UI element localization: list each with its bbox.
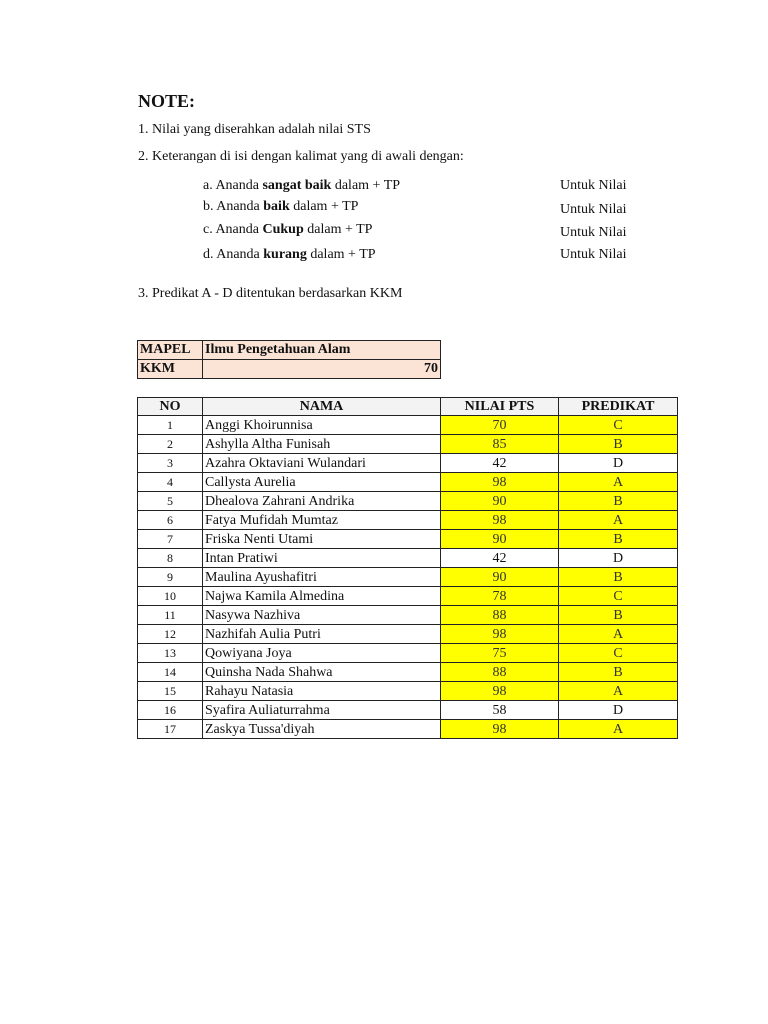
- row-nilai: 70: [441, 416, 559, 435]
- table-row: [138, 682, 678, 701]
- row-nama: Najwa Kamila Almedina: [203, 587, 441, 606]
- option-suffix: dalam + TP: [289, 199, 359, 214]
- row-nama: Intan Pratiwi: [203, 549, 441, 568]
- table-row: [138, 416, 678, 435]
- table-row: [138, 530, 678, 549]
- row-no: 7: [138, 530, 203, 549]
- table-row: [138, 435, 678, 454]
- row-nama: Friska Nenti Utami: [203, 530, 441, 549]
- row-nilai: 58: [441, 701, 559, 720]
- table-row: [138, 454, 678, 473]
- kkm-label: KKM: [138, 360, 203, 379]
- row-no: 11: [138, 606, 203, 625]
- row-nama: Callysta Aurelia: [203, 473, 441, 492]
- row-predikat: D: [559, 701, 678, 720]
- header-predikat: PREDIKAT: [559, 398, 678, 416]
- note-option-b-right: Untuk Nilai: [560, 202, 627, 217]
- row-nama: Anggi Khoirunnisa: [203, 416, 441, 435]
- row-nilai: 75: [441, 644, 559, 663]
- note-option-d: [203, 247, 376, 263]
- option-prefix: c. Ananda: [203, 222, 263, 237]
- grades-table: [137, 397, 678, 739]
- row-nilai: 98: [441, 682, 559, 701]
- table-row: [138, 701, 678, 720]
- mapel-label: MAPEL: [138, 341, 203, 360]
- note-item-3: 3. Predikat A - D ditentukan berdasarkan KKM: [138, 286, 403, 301]
- row-nilai: 90: [441, 492, 559, 511]
- row-predikat: B: [559, 435, 678, 454]
- row-predikat: D: [559, 454, 678, 473]
- row-nilai: 98: [441, 720, 559, 739]
- row-predikat: B: [559, 663, 678, 682]
- option-prefix: d. Ananda: [203, 247, 264, 262]
- row-no: 12: [138, 625, 203, 644]
- note-item-2: 2. Keterangan di isi dengan kalimat yang di awali dengan:: [138, 149, 464, 164]
- row-no: 6: [138, 511, 203, 530]
- table-row: [138, 473, 678, 492]
- note-option-a-right: Untuk Nilai: [560, 178, 627, 193]
- row-no: 4: [138, 473, 203, 492]
- row-predikat: A: [559, 473, 678, 492]
- row-predikat: D: [559, 549, 678, 568]
- row-nama: Azahra Oktaviani Wulandari: [203, 454, 441, 473]
- row-no: 17: [138, 720, 203, 739]
- option-suffix: dalam + TP: [303, 222, 373, 237]
- note-option-b: [203, 199, 358, 215]
- header-no: NO: [138, 398, 203, 416]
- row-nilai: 78: [441, 587, 559, 606]
- row-nama: Nasywa Nazhiva: [203, 606, 441, 625]
- option-suffix: dalam + TP: [306, 247, 376, 262]
- note-option-c: [203, 222, 372, 238]
- row-nama: Zaskya Tussa'diyah: [203, 720, 441, 739]
- option-bold: baik: [263, 199, 290, 214]
- row-no: 9: [138, 568, 203, 587]
- option-prefix: a. Ananda: [203, 178, 263, 193]
- row-no: 5: [138, 492, 203, 511]
- row-predikat: C: [559, 644, 678, 663]
- table-row: [138, 720, 678, 739]
- note-option-c-right: Untuk Nilai: [560, 225, 627, 240]
- row-no: 8: [138, 549, 203, 568]
- row-nama: Ashylla Altha Funisah: [203, 435, 441, 454]
- row-no: 1: [138, 416, 203, 435]
- row-no: 10: [138, 587, 203, 606]
- row-nama: Rahayu Natasia: [203, 682, 441, 701]
- row-no: 16: [138, 701, 203, 720]
- row-nilai: 90: [441, 530, 559, 549]
- row-nama: Fatya Mufidah Mumtaz: [203, 511, 441, 530]
- row-nilai: 42: [441, 454, 559, 473]
- option-bold: Cukup: [262, 222, 304, 237]
- kkm-value: 70: [203, 360, 441, 379]
- subject-info-table: [137, 340, 441, 379]
- row-no: 13: [138, 644, 203, 663]
- note-title: NOTE:: [138, 91, 196, 111]
- row-nilai: 88: [441, 663, 559, 682]
- row-nama: Dhealova Zahrani Andrika: [203, 492, 441, 511]
- table-row: [138, 492, 678, 511]
- row-nilai: 90: [441, 568, 559, 587]
- row-no: 2: [138, 435, 203, 454]
- row-nama: Quinsha Nada Shahwa: [203, 663, 441, 682]
- row-predikat: B: [559, 530, 678, 549]
- option-prefix: b. Ananda: [203, 199, 264, 214]
- row-nilai: 98: [441, 473, 559, 492]
- table-row: [138, 568, 678, 587]
- header-nilai: NILAI PTS: [441, 398, 559, 416]
- row-nama: Maulina Ayushafitri: [203, 568, 441, 587]
- row-predikat: A: [559, 511, 678, 530]
- row-nama: Syafira Auliaturrahma: [203, 701, 441, 720]
- table-row: [138, 644, 678, 663]
- table-row: [138, 549, 678, 568]
- row-nama: Nazhifah Aulia Putri: [203, 625, 441, 644]
- note-option-a: [203, 178, 400, 194]
- row-nilai: 42: [441, 549, 559, 568]
- table-row: [138, 511, 678, 530]
- row-predikat: B: [559, 568, 678, 587]
- row-nilai: 98: [441, 625, 559, 644]
- row-predikat: B: [559, 606, 678, 625]
- note-option-d-right: Untuk Nilai: [560, 247, 627, 262]
- row-predikat: A: [559, 682, 678, 701]
- option-bold: kurang: [263, 247, 307, 262]
- mapel-row: [138, 341, 441, 360]
- row-no: 14: [138, 663, 203, 682]
- kkm-row: [138, 360, 441, 379]
- table-row: [138, 587, 678, 606]
- grades-header-row: [138, 398, 678, 416]
- grades-body: [138, 416, 678, 739]
- table-row: [138, 606, 678, 625]
- note-item-1: 1. Nilai yang diserahkan adalah nilai STS: [138, 122, 371, 137]
- row-predikat: B: [559, 492, 678, 511]
- option-bold: sangat baik: [262, 178, 332, 193]
- row-predikat: A: [559, 625, 678, 644]
- header-nama: NAMA: [203, 398, 441, 416]
- table-row: [138, 625, 678, 644]
- table-row: [138, 663, 678, 682]
- option-suffix: dalam + TP: [331, 178, 401, 193]
- row-nilai: 85: [441, 435, 559, 454]
- row-nilai: 88: [441, 606, 559, 625]
- row-predikat: C: [559, 587, 678, 606]
- row-no: 15: [138, 682, 203, 701]
- row-nilai: 98: [441, 511, 559, 530]
- mapel-value: Ilmu Pengetahuan Alam: [203, 341, 441, 360]
- row-predikat: A: [559, 720, 678, 739]
- row-nama: Qowiyana Joya: [203, 644, 441, 663]
- row-no: 3: [138, 454, 203, 473]
- row-predikat: C: [559, 416, 678, 435]
